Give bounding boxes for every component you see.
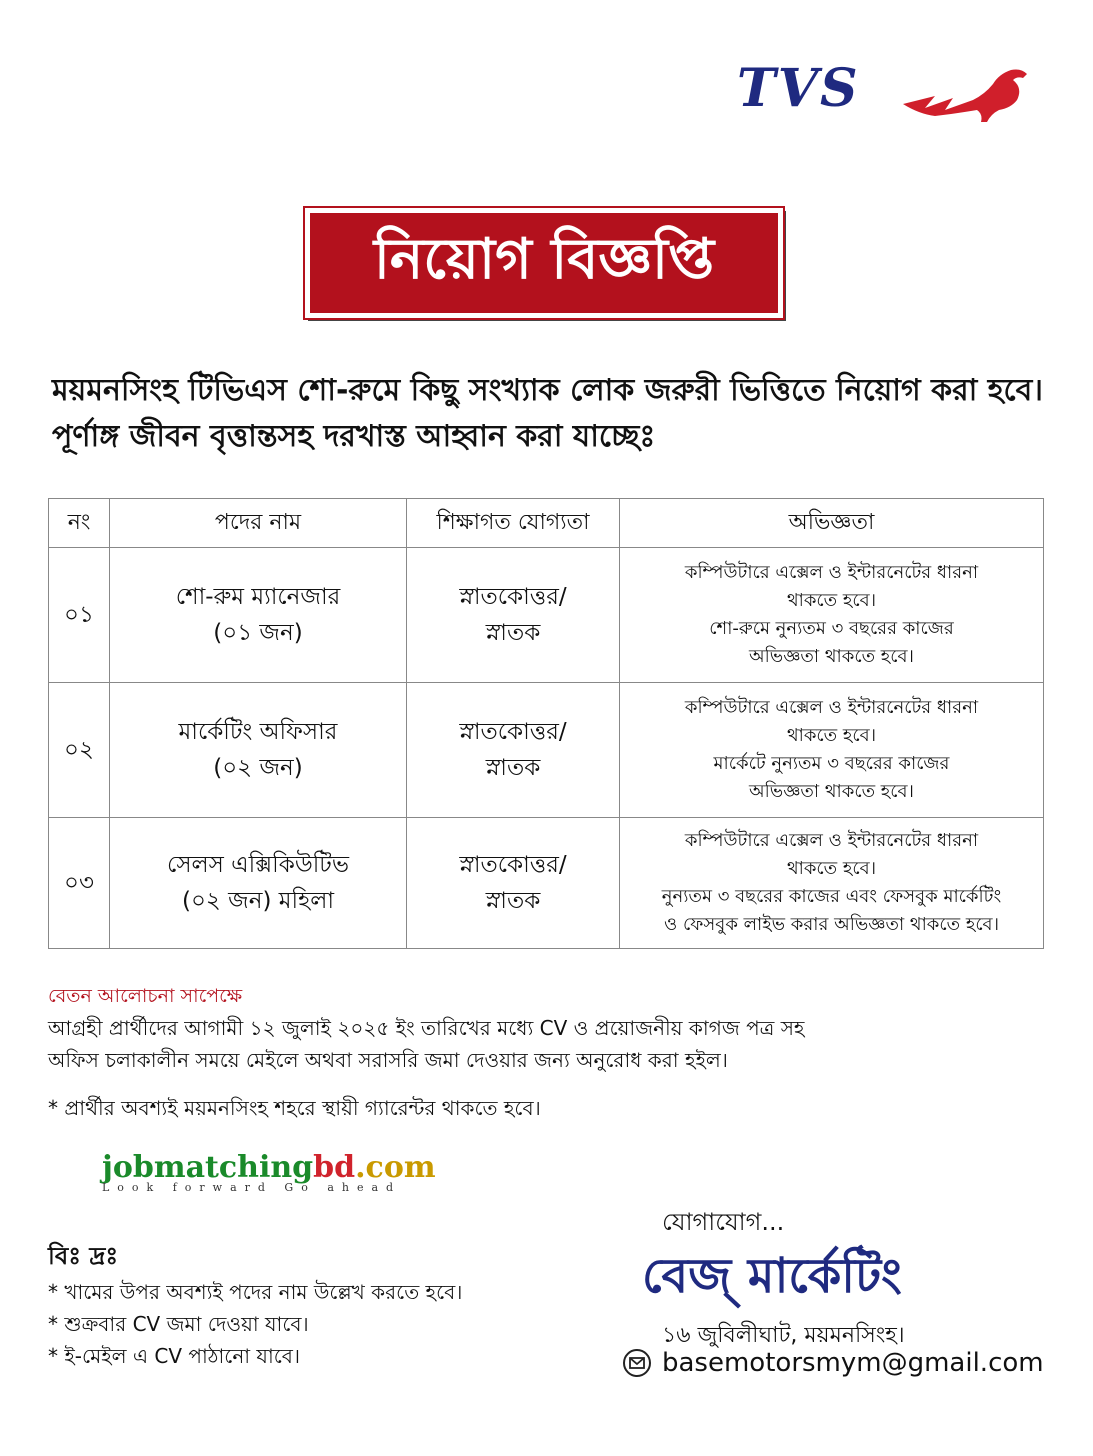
row-education [407, 548, 620, 683]
edu-line: স্নাতক [485, 755, 541, 781]
vacancy-table [48, 498, 1044, 949]
table-row [49, 683, 1044, 818]
edu-line: স্নাতকোত্তর/ [459, 852, 567, 878]
exp-line: শো-রুমে নুন্যতম ৩ বছরের কাজের [709, 618, 954, 639]
exp-line: থাকতে হবে। [786, 590, 877, 611]
exp-line: কম্পিউটারে এক্সেল ও ইন্টারনেটের ধারনা [684, 562, 979, 583]
header-post: পদের নাম [110, 499, 407, 548]
nb-list [48, 1276, 462, 1372]
post-title: মার্কেটিং অফিসার [178, 719, 338, 745]
watermark-part-b: bd [313, 1150, 356, 1185]
row-experience [620, 818, 1044, 949]
row-education [407, 818, 620, 949]
header-education: শিক্ষাগত যোগ্যতা [407, 499, 620, 548]
apply-instructions [48, 1012, 1048, 1076]
row-post [110, 548, 407, 683]
company-address: ১৬ জুবিলীঘাট, ময়মনসিংহ। [662, 1323, 905, 1348]
logo-text: TVS [737, 58, 860, 119]
row-experience [620, 683, 1044, 818]
nb-heading: বিঃ দ্রঃ [48, 1242, 119, 1270]
list-item: * ই-মেইল এ CV পাঠানো যাবে। [48, 1344, 301, 1368]
salary-note: বেতন আলোচনা সাপেক্ষে [48, 985, 243, 1007]
watermark-tagline: Look forward Go ahead [102, 1181, 402, 1194]
exp-line: থাকতে হবে। [786, 858, 877, 879]
intro-paragraph: ময়মনসিংহ টিভিএস শো-রুমে কিছু সংখ্যাক লোক জরুরী ভিত্তিতে নিয়োগ করা হবে। পূর্ণাঙ্গ জীবন বৃত্তান্তসহ দরখাস্ত আহ্বান করা যাচ্ছেঃ [52, 373, 1043, 454]
post-title: শো-রুম ম্যানেজার [175, 584, 341, 610]
exp-line: কম্পিউটারে এক্সেল ও ইন্টারনেটের ধারনা [684, 697, 979, 718]
post-count: (০২ জন) [213, 755, 303, 781]
watermark-text [102, 1150, 492, 1185]
header-experience: অভিজ্ঞতা [620, 499, 1044, 548]
row-post [110, 818, 407, 949]
edu-line: স্নাতক [485, 888, 541, 914]
email-address[interactable]: basemotorsmym@gmail.com [662, 1348, 1044, 1378]
exp-line: কম্পিউটারে এক্সেল ও ইন্টারনেটের ধারনা [684, 830, 979, 851]
list-item: * খামের উপর অবশ্যই পদের নাম উল্লেখ করতে হবে। [48, 1280, 463, 1304]
row-no: ০৩ [49, 818, 110, 949]
exp-line: থাকতে হবে। [786, 725, 877, 746]
row-education [407, 683, 620, 818]
company-name: বেজ্ মার্কেটিং [642, 1248, 902, 1304]
edu-line: স্নাতক [485, 620, 541, 646]
watermark-part-c: .com [355, 1150, 436, 1185]
exp-line: অভিজ্ঞতা থাকতে হবে। [749, 646, 914, 667]
table-row [49, 548, 1044, 683]
email-row [622, 1348, 1044, 1378]
apply-line: অফিস চলাকালীন সময়ে মেইলে অথবা সরাসরি জমা দেওয়ার জন্য অনুরোধ করা হইল। [48, 1048, 728, 1072]
page-title: নিয়োগ বিজ্ঞপ্তি [305, 208, 783, 318]
header-no: নং [49, 499, 110, 548]
post-title: সেলস এক্সিকিউটিভ [167, 852, 349, 878]
row-experience [620, 548, 1044, 683]
watermark-part-a: jobmatching [102, 1150, 314, 1185]
row-no: ০২ [49, 683, 110, 818]
list-item: * শুক্রবার CV জমা দেওয়া যাবে। [48, 1312, 309, 1336]
horse-icon [895, 64, 1035, 126]
exp-line: মার্কেটে নুন্যতম ৩ বছরের কাজের [713, 753, 950, 774]
envelope-icon [622, 1348, 652, 1378]
guarantor-note: * প্রার্থীর অবশ্যই ময়মনসিংহ শহরে স্থায়ী গ্যারেন্টর থাকতে হবে। [48, 1096, 541, 1120]
edu-line: স্নাতকোত্তর/ [459, 584, 567, 610]
exp-line: ও ফেসবুক লাইভ করার অভিজ্ঞতা থাকতে হবে। [663, 914, 1000, 935]
table-header-row [49, 499, 1044, 548]
table-row [49, 818, 1044, 949]
apply-line: আগ্রহী প্রার্থীদের আগামী ১২ জুলাই ২০২৫ ইং তারিখের মধ্যে CV ও প্রয়োজনীয় কাগজ পত্র সহ [48, 1016, 805, 1040]
post-count: (০১ জন) [213, 620, 303, 646]
watermark-logo [102, 1150, 492, 1200]
contact-label: যোগাযোগ... [662, 1208, 785, 1236]
row-no: ০১ [49, 548, 110, 683]
row-post [110, 683, 407, 818]
edu-line: স্নাতকোত্তর/ [459, 719, 567, 745]
exp-line: অভিজ্ঞতা থাকতে হবে। [749, 781, 914, 802]
exp-line: নুন্যতম ৩ বছরের কাজের এবং ফেসবুক মার্কেটিং [661, 886, 1002, 907]
tvs-logo [737, 58, 1042, 128]
post-count: (০২ জন) মহিলা [181, 888, 335, 914]
